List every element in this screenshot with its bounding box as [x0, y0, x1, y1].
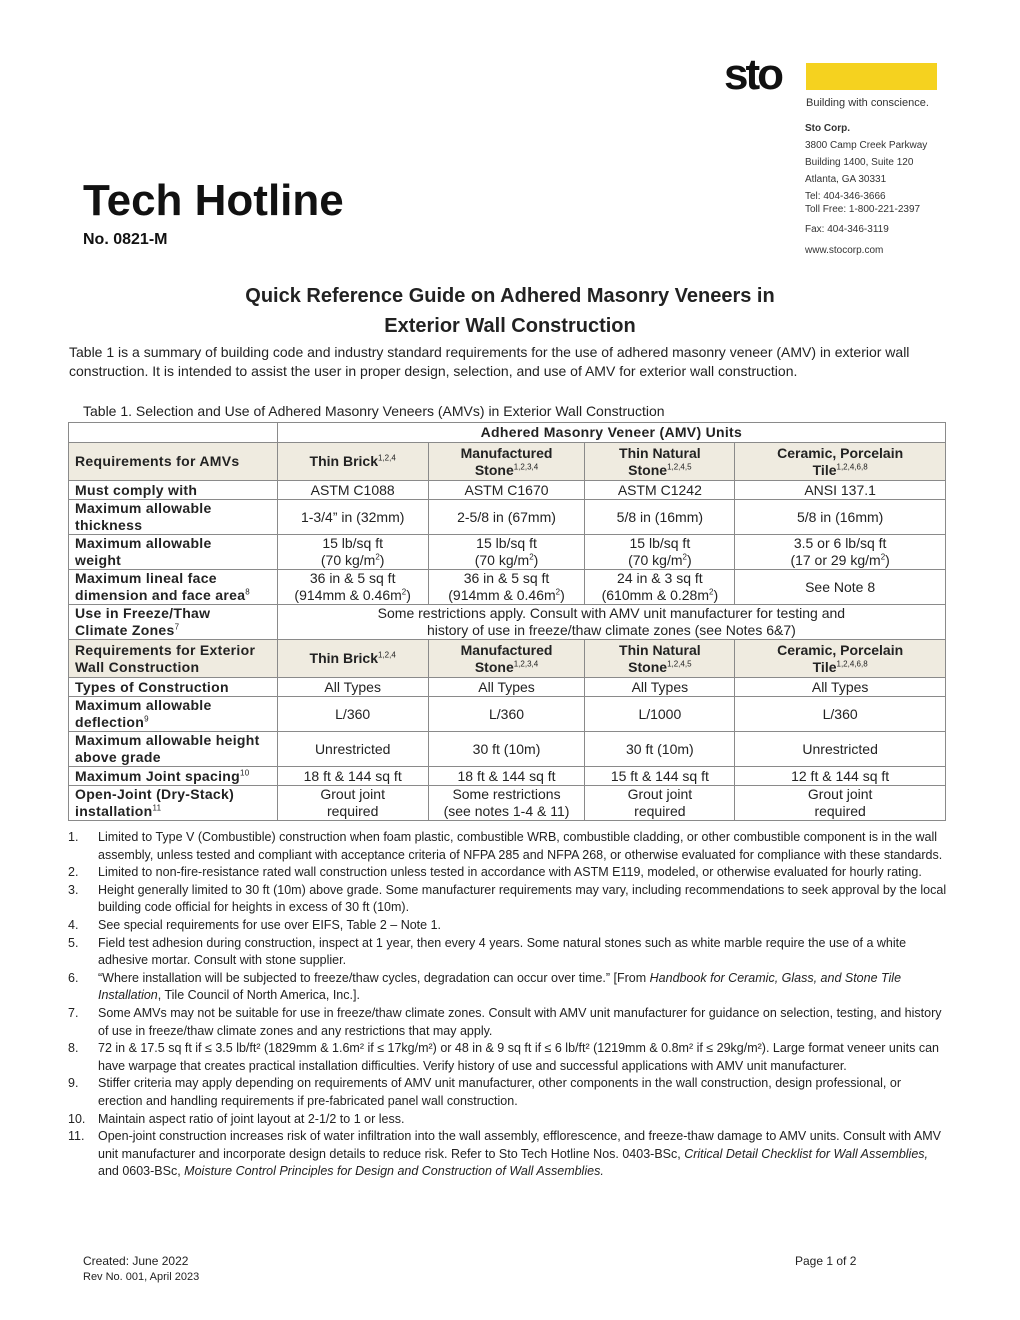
document-number: No. 0821-M — [83, 231, 168, 248]
cell-value: required — [634, 803, 686, 819]
row-label-text: thickness — [75, 517, 143, 533]
table-cell — [428, 786, 585, 821]
superscript-note-ref: 1,2,4 — [378, 453, 396, 463]
superscript-note-ref: 2 — [682, 552, 687, 562]
table-cell — [428, 570, 585, 605]
row-label-text: Climate Zones — [75, 622, 175, 638]
footnote-item — [68, 935, 948, 970]
column-header-cell — [428, 640, 585, 678]
cell-value: 12 ft & 144 sq ft — [791, 767, 890, 784]
cell-value: All Types — [631, 678, 689, 695]
table-row — [69, 767, 946, 786]
footnote-text-part: , Tile Council of North America, Inc.]. — [157, 988, 360, 1003]
footnote-number: 6. — [68, 970, 79, 985]
table-cell — [585, 697, 735, 732]
footnote-text: Field test adhesion during construction, inspect at 1 year, then every 4 years. Some natural stones such as white marble require the use of a white adhesive mortar. Consult with stone supplier. — [98, 935, 907, 968]
cell-value: (70 kg/m — [474, 552, 530, 568]
cell-value: ) — [406, 587, 411, 603]
superscript-note-ref: 1,2,4,5 — [667, 461, 692, 471]
row-label-text: Use in Freeze/Thaw — [75, 605, 211, 621]
page-title: Tech Hotline — [83, 176, 344, 225]
table-cell — [735, 697, 946, 732]
cell-value: 2-5/8 in (67mm) — [457, 508, 556, 525]
table-row — [69, 570, 946, 605]
table-cell — [585, 570, 735, 605]
cell-value: ) — [713, 587, 719, 603]
column-header-cell — [585, 443, 735, 481]
row-label-cell — [69, 570, 278, 605]
column-header-cell — [585, 640, 735, 678]
header-label-cell — [69, 443, 278, 481]
cell-value: Some restrictions apply. Consult with AMV unit manufacturer for testing and — [377, 605, 846, 621]
cell-value: 5/8 in (16mm) — [616, 508, 704, 525]
table-cell — [428, 535, 585, 570]
footnote-item — [68, 829, 948, 864]
cell-value: ) — [560, 587, 565, 603]
footnote-text — [98, 1128, 948, 1181]
row-label-text: weight — [75, 552, 122, 568]
superscript-note-ref: 2 — [375, 552, 380, 562]
cell-value: Unrestricted — [802, 740, 878, 757]
table-cell — [585, 786, 735, 821]
table-row — [69, 678, 946, 697]
superscript-note-ref: 1,2,4,5 — [667, 658, 692, 668]
cell-value: ) — [885, 552, 890, 568]
footnote-item — [68, 864, 948, 882]
column-header-text: Stone — [474, 658, 514, 675]
cell-value: (17 or 29 kg/m — [790, 552, 881, 568]
row-label-text: Types of Construction — [75, 678, 229, 695]
footnote-citation: Critical Detail Checklist for Wall Assemblies, — [684, 1146, 929, 1161]
cell-value: ASTM C1088 — [310, 481, 395, 498]
footnote-text: See special requirements for use over EIFS, Table 2 – Note 1. — [98, 917, 442, 932]
table-cell — [277, 570, 428, 605]
column-header-text: Manufactured — [460, 444, 553, 461]
row-label-text: installation — [75, 803, 153, 819]
footnote-item — [68, 882, 948, 917]
column-header-text: Stone — [474, 461, 514, 478]
table-header-row-exterior-wall — [69, 640, 946, 678]
cell-value: L/1000 — [638, 705, 682, 722]
cell-value: history of use in freeze/thaw climate zones (see Notes 6&7) — [426, 622, 796, 638]
superscript-note-ref: 1,2,4,6,8 — [836, 658, 868, 668]
cell-value: (see notes 1-4 & 11) — [443, 803, 570, 819]
cell-value: Grout joint — [627, 786, 693, 802]
sto-logo: sto — [724, 50, 781, 99]
section-heading-line2: Exterior Wall Construction — [384, 315, 636, 337]
page-number: Page 1 of 2 — [795, 1254, 857, 1268]
header-label-text: Requirements for AMVs — [75, 453, 240, 469]
cell-value: All Types — [811, 678, 869, 695]
toll-free: Toll Free: 1-800-221-2397 — [805, 204, 921, 215]
superscript-note-ref: 2 — [880, 552, 886, 562]
footnote-text: Stiffer criteria may apply depending on requirements of AMV unit manufacturer, other components in the wall construction, design professional, or erection and handling requirements if pre-fabricated panel wall construction. — [98, 1076, 901, 1108]
superscript-note-ref: 7 — [174, 622, 180, 632]
row-label-text: Open-Joint (Dry-Stack) — [75, 786, 235, 802]
footnote-number: 10. — [68, 1111, 86, 1126]
footnote-citation: Moisture Control Principles for Design and Construction of Wall Assemblies. — [184, 1164, 604, 1179]
row-label-text: Maximum Joint spacing — [75, 767, 240, 784]
table-row — [69, 535, 946, 570]
footnote-number: 1. — [68, 830, 79, 844]
table-cell — [585, 678, 735, 697]
table-cell — [585, 535, 735, 570]
table-cell — [277, 678, 428, 697]
cell-value: 5/8 in (16mm) — [796, 508, 884, 525]
superscript-note-ref: 11 — [152, 803, 162, 813]
footnotes — [68, 829, 948, 1181]
table-row — [69, 697, 946, 732]
merged-cell — [277, 605, 945, 640]
column-header-text: Thin Brick — [309, 453, 378, 469]
cell-value: 24 in & 3 sq ft — [617, 570, 703, 586]
website: www.stocorp.com — [805, 245, 884, 256]
row-label-cell — [69, 697, 278, 732]
column-header-text: Ceramic, Porcelain — [777, 641, 904, 658]
footnote-text-part: “Where installation will be subjected to freeze/thaw cycles, degradation can occur over time.” [From — [98, 970, 650, 985]
row-label-text: Maximum allowable height — [75, 732, 260, 748]
table-cell — [585, 767, 735, 786]
phone: Tel: 404-346-3666 — [805, 191, 886, 202]
table-cell — [735, 570, 946, 605]
superscript-note-ref: 2 — [555, 587, 561, 597]
superscript-note-ref: 2 — [401, 587, 407, 597]
column-header-cell — [277, 640, 428, 678]
footnote-text: 72 in & 17.5 sq ft if ≤ 3.5 lb/ft² (1829mm & 1.6m² if ≤ 17kg/m²) or 48 in & 9 sq ft if ≤ 6 lb/ft² (1219mm & 0.8m² if ≤ 29kg/m²). Large format veneer units can have warpage that creates practical installation difficulties. Verify history of use and successful applications with AMV unit manufacturer. — [98, 1041, 939, 1073]
superscript-note-ref: 9 — [144, 714, 149, 724]
requirements-table — [68, 422, 946, 821]
group-header-text: Adhered Masonry Veneer (AMV) Units — [480, 424, 743, 440]
cell-value: ) — [379, 552, 385, 568]
superscript-note-ref: 8 — [245, 587, 251, 597]
table-row — [69, 786, 946, 821]
cell-value: 15 lb/sq ft — [629, 535, 691, 551]
table-cell — [277, 767, 428, 786]
table-cell — [585, 732, 735, 767]
cell-value: (914mm & 0.46m — [294, 587, 402, 603]
table-cell — [735, 786, 946, 821]
table-header-row-amvs — [69, 443, 946, 481]
row-label-cell — [69, 678, 278, 697]
row-label-cell — [69, 605, 278, 640]
row-label-cell — [69, 535, 278, 570]
cell-value: See Note 8 — [805, 578, 876, 595]
header-label-text: Wall Construction — [75, 658, 200, 675]
footnote-text: Limited to non-fire-resistance rated wall construction unless tested in accordance with ASTM E119, modeled, or otherwise evaluated for hourly rating. — [98, 865, 922, 880]
cell-value: ANSI 137.1 — [804, 481, 876, 498]
address-line: Building 1400, Suite 120 — [805, 157, 914, 168]
footnote-item — [68, 1040, 948, 1075]
table-row-freeze-thaw — [69, 605, 946, 640]
row-label-text: Maximum allowable — [75, 500, 212, 516]
cell-value: ASTM C1670 — [464, 481, 549, 498]
footnote-number: 9. — [68, 1076, 79, 1091]
row-label-cell — [69, 500, 278, 535]
superscript-note-ref: 1,2,3,4 — [513, 658, 539, 668]
row-label-text: deflection — [75, 714, 145, 730]
column-header-text: Tile — [812, 461, 837, 478]
footnote-item — [68, 917, 948, 935]
section-heading-line1: Quick Reference Guide on Adhered Masonry Veneers in — [245, 285, 775, 307]
intro-paragraph: Table 1 is a summary of building code and industry standard requirements for the use of adhered masonry veneer (AMV) in exterior wall construction. It is intended to assist the user in proper design, selection, and use of AMV for exterior wall construction. — [69, 344, 910, 379]
cell-value: 15 ft & 144 sq ft — [610, 767, 709, 784]
table-cell — [277, 500, 428, 535]
table-cell — [428, 481, 585, 500]
table-cell — [735, 678, 946, 697]
table-cell — [428, 678, 585, 697]
address-line: Atlanta, GA 30331 — [805, 174, 887, 185]
company-address — [805, 120, 927, 259]
fax: Fax: 404-346-3119 — [805, 224, 889, 235]
footnote-citation: Handbook for Ceramic, Glass, and Stone Tile Installation — [98, 970, 902, 1003]
superscript-note-ref: 1,2,3,4 — [513, 461, 539, 471]
cell-value: All Types — [324, 678, 381, 695]
footnote-number: 8. — [68, 1041, 79, 1056]
cell-value: L/360 — [489, 705, 525, 722]
group-header-cell — [277, 423, 945, 443]
cell-value: Grout joint — [807, 786, 873, 802]
row-label-text: above grade — [75, 749, 161, 765]
footnote-item — [68, 970, 948, 1005]
table-cell — [428, 697, 585, 732]
cell-value: 18 ft & 144 sq ft — [303, 767, 402, 784]
cell-value: ASTM C1242 — [617, 481, 702, 498]
footnote-number: 11. — [68, 1129, 85, 1144]
superscript-note-ref: 1,2,4,6,8 — [836, 461, 868, 471]
cell-value: 15 lb/sq ft — [322, 535, 384, 551]
table-cell — [428, 500, 585, 535]
footnote-number: 5. — [68, 935, 79, 950]
cell-value: (914mm & 0.46m — [448, 587, 556, 603]
address-line: 3800 Camp Creek Parkway — [805, 140, 928, 151]
footnote-text: Height generally limited to 30 ft (10m) above grade. Some manufacturer requirements may vary, including recommendations to seek approval by the local building code official for heights in excess of 30 ft (10m). — [98, 882, 947, 915]
superscript-note-ref: 2 — [529, 552, 534, 562]
table-cell — [735, 535, 946, 570]
header-label-text: Requirements for Exterior — [75, 641, 256, 658]
footnote-text-part: Open-joint construction increases risk of water infiltration into the wall assembly, efflorescence, and freeze-thaw damage to AMV units. Consult with AMV unit manufacturer and incorporate design details to reduce risk. Refer to Sto Tech Hotline Nos. 0403-BSc, — [98, 1129, 941, 1161]
column-header-cell — [735, 443, 946, 481]
column-header-cell — [277, 443, 428, 481]
column-header-text: Ceramic, Porcelain — [777, 444, 904, 461]
column-header-cell — [735, 640, 946, 678]
cell-value: Unrestricted — [314, 740, 391, 757]
table-row — [69, 500, 946, 535]
company-name: Sto Corp. — [805, 123, 850, 134]
footnote-number: 4. — [68, 917, 79, 932]
column-header-text: Stone — [628, 461, 668, 478]
column-header-text: Thin Brick — [309, 650, 378, 666]
footnote-item — [68, 1005, 948, 1040]
table-cell — [428, 732, 585, 767]
table-cell — [585, 500, 735, 535]
table-row — [69, 732, 946, 767]
row-label-cell — [69, 786, 278, 821]
cell-value: (70 kg/m — [628, 552, 683, 568]
cell-value: 18 ft & 144 sq ft — [457, 767, 556, 784]
cell-value: Grout joint — [320, 786, 385, 802]
superscript-note-ref: 10 — [240, 767, 250, 777]
cell-value: 36 in & 5 sq ft — [309, 570, 396, 586]
table-cell — [428, 767, 585, 786]
cell-value: 1-3/4” in (32mm) — [300, 508, 405, 525]
column-header-text: Stone — [628, 658, 668, 675]
cell-value: L/360 — [335, 705, 371, 722]
column-header-text: Manufactured — [460, 641, 553, 658]
cell-value: L/360 — [822, 705, 858, 722]
footnote-item — [68, 1075, 948, 1110]
table-cell — [277, 481, 428, 500]
row-label-cell — [69, 481, 278, 500]
cell-value: 36 in & 5 sq ft — [463, 570, 550, 586]
table-caption: Table 1. Selection and Use of Adhered Masonry Veneers (AMVs) in Exterior Wall Construction — [83, 403, 665, 419]
table-cell — [735, 500, 946, 535]
created-date: Created: June 2022 — [83, 1254, 189, 1268]
header-label-cell — [69, 640, 278, 678]
column-header-text: Tile — [812, 658, 837, 675]
footnote-text: Maintain aspect ratio of joint layout at 2-1/2 to 1 or less. — [98, 1111, 405, 1126]
row-label-text: Must comply with — [75, 481, 198, 498]
superscript-note-ref: 2 — [708, 587, 714, 597]
table-group-header-row — [69, 423, 946, 443]
footnote-number: 7. — [68, 1005, 79, 1020]
footnote-number: 2. — [68, 865, 79, 880]
cell-value: 30 ft (10m) — [472, 740, 541, 757]
logo-yellow-bar — [806, 63, 937, 90]
table-cell — [585, 481, 735, 500]
footnote-number: 3. — [68, 882, 79, 897]
cell-value: 30 ft (10m) — [626, 740, 694, 757]
row-label-text: Maximum lineal face — [75, 570, 217, 586]
footnote-item — [68, 1111, 948, 1129]
revision-number: Rev No. 001, April 2023 — [83, 1271, 200, 1283]
row-label-text: Maximum allowable — [75, 535, 212, 551]
tagline: Building with conscience. — [806, 97, 929, 109]
cell-value: (610mm & 0.28m — [601, 587, 709, 603]
footnote-item — [68, 1128, 948, 1181]
footnote-text-part: and 0603-BSc, — [98, 1164, 185, 1179]
cell-value: required — [326, 803, 379, 819]
table-cell — [277, 535, 428, 570]
row-label-cell — [69, 732, 278, 767]
row-label-text: dimension and face area — [75, 587, 246, 603]
footnote-text: Some AMVs may not be suitable for use in freeze/thaw climate zones. Consult with AMV unit manufacturer for guidance on selection, testing, and history of use in freeze/thaw climate zones and any restrictions that may apply. — [98, 1005, 942, 1038]
table-cell — [735, 481, 946, 500]
table-cell — [277, 697, 428, 732]
cell-value: 15 lb/sq ft — [476, 535, 537, 551]
column-header-text: Thin Natural — [619, 641, 701, 658]
column-header-cell — [428, 443, 585, 481]
table-cell — [277, 786, 428, 821]
cell-value: Some restrictions — [452, 786, 561, 802]
table-row — [69, 481, 946, 500]
row-label-text: Maximum allowable — [75, 697, 212, 713]
row-label-cell — [69, 767, 278, 786]
footnote-text — [98, 970, 948, 1005]
cell-value: ) — [533, 552, 539, 568]
empty-corner-cell — [69, 423, 278, 443]
column-header-text: Thin Natural — [619, 444, 701, 461]
cell-value: ) — [686, 552, 692, 568]
cell-value: All Types — [478, 678, 535, 695]
cell-value: required — [814, 803, 866, 819]
table-cell — [735, 767, 946, 786]
table-cell — [277, 732, 428, 767]
footnote-text: Limited to Type V (Combustible) construction when foam plastic, combustible WRB, combustible cladding, or other combustible component is in the wall assembly, unless tested and compliant with acceptance criteria of NFPA 285 and NFPA 268, or otherwise evaluated for compliance with these standards. — [98, 830, 943, 862]
cell-value: 3.5 or 6 lb/sq ft — [793, 535, 887, 551]
superscript-note-ref: 1,2,4 — [378, 650, 396, 660]
table-cell — [735, 732, 946, 767]
cell-value: (70 kg/m — [320, 552, 376, 568]
